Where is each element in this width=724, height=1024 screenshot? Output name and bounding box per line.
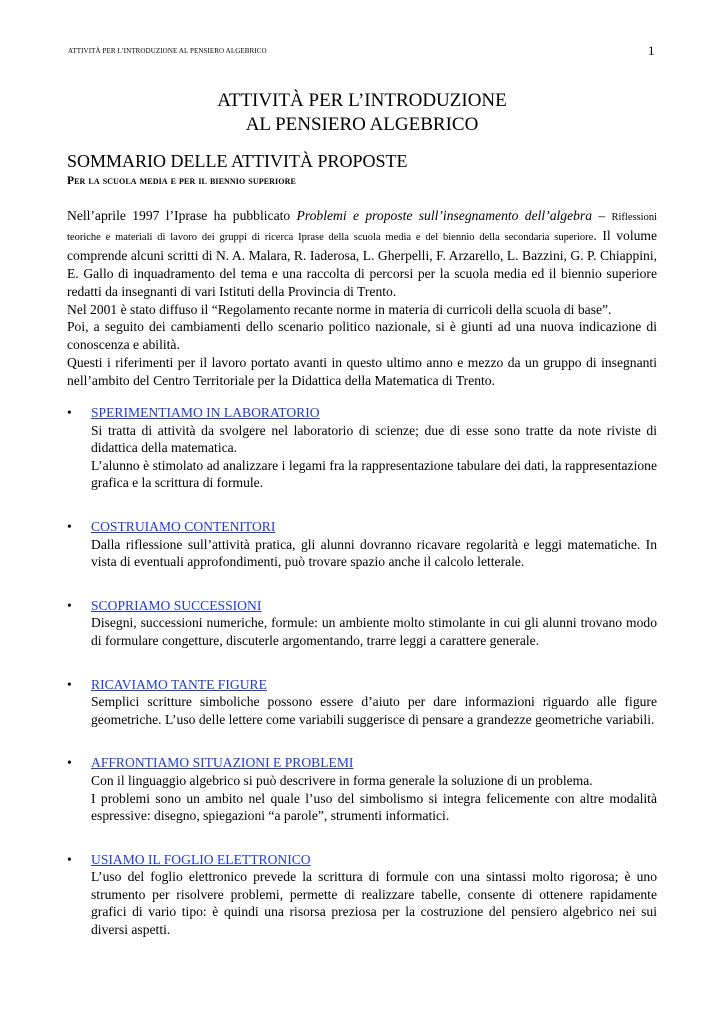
activity-item	[67, 676, 657, 729]
activity-item	[67, 404, 657, 492]
activity-link[interactable]: SCOPRIAMO SUCCESSIONI	[91, 597, 262, 613]
title-line-1: ATTIVITÀ PER L’INTRODUZIONE	[217, 90, 507, 111]
intro-p1-end: . Il volume comprende alcuni scritti di N. A. Malara, R. Iaderosa, L. Gherpelli, F. Arzarello, L. Bazzini, G. P. Chiappini, E. Gallo di inquadramento del tema e una raccolta di percorsi per la scuola media ed il biennio superiore redatti da insegnanti di vari Istituti della Provincia di Trento.	[67, 227, 658, 299]
intro-p1-dash: –	[592, 208, 612, 223]
activity-description: L’uso del foglio elettronico prevede la scrittura di formule con una sintassi molto rigorosa; è uno strumento per risolvere problemi, permette di realizzare tabelle, consente di ottenere rapidamente grafici di vario tipo: è quindi una risorsa preziosa per la costruzione del pensiero algebrico nei sui diversi aspetti.	[91, 869, 657, 938]
activity-description: Semplici scritture simboliche possono essere d’aiuto per dare informazioni riguardo alle figure geometriche. L’uso delle lettere come variabili suggerisce di pensare a grandezze geometriche variabili.	[91, 694, 657, 727]
book-subtitle: Riflessioni teoriche e materiali di lavoro dei gruppi di ricerca Iprase della scuola media e del biennio della secondaria superiore	[67, 212, 658, 243]
section-heading: SOMMARIO DELLE ATTIVITÀ PROPOSTE	[67, 151, 408, 171]
activity-link[interactable]: SPERIMENTIAMO IN LABORATORIO	[91, 405, 320, 420]
intro-paragraph-1	[67, 207, 657, 301]
bullet-icon: •	[67, 676, 72, 692]
document-title	[0, 89, 724, 137]
activity-link[interactable]: COSTRUIAMO CONTENITORI	[91, 518, 276, 534]
bullet-icon: •	[67, 518, 72, 534]
activity-description: Dalla riflessione sull’attività pratica, gli alunni dovranno ricavare regolarità e leggi matematiche. In vista di eventuali approfondimenti, può trovare spazio anche il calcolo letterale.	[91, 536, 657, 570]
intro-paragraph-3: Poi, a seguito dei cambiamenti dello scenario politico nazionale, si è giunti ad una nuova indicazione di conoscenza e abilità.	[67, 319, 657, 353]
activity-description: Con il linguaggio algebrico si può descrivere in forma generale la soluzione di un problema.	[91, 772, 593, 788]
bullet-icon: •	[67, 851, 72, 867]
activity-list	[67, 404, 657, 939]
activity-description: Si tratta di attività da svolgere nel laboratorio di scienze; due di esse sono tratte da note riviste di didattica della matematica.	[91, 422, 657, 456]
page-number: 1	[648, 43, 655, 58]
activity-link[interactable]: USIAMO IL FOGLIO ELETTRONICO	[91, 851, 311, 867]
intro-paragraph-4: Questi i riferimenti per il lavoro portato avanti in questo ultimo anno e mezzo da un gruppo di insegnanti nell’ambito del Centro Territoriale per la Didattica della Matematica di Trento.	[67, 355, 657, 389]
activity-description: Disegni, successioni numeriche, formule: un ambiente molto stimolante in cui gli alunni trovano modo di formulare congetture, discuterle argomentando, trarre leggi a carattere generale.	[91, 615, 657, 648]
intro-paragraph-2: Nel 2001 è stato diffuso il “Regolamento recante norme in materia di curricoli della scuola di base”.	[67, 301, 612, 317]
running-header: ATTIVITÀ PER L’INTRODUZIONE AL PENSIERO ALGEBRICO	[68, 47, 267, 55]
section-subheading: Per la scuola media e per il biennio superiore	[67, 175, 296, 187]
activity-link[interactable]: RICAVIAMO TANTE FIGURE	[91, 676, 267, 692]
bullet-icon: •	[67, 405, 72, 420]
activity-item	[67, 597, 657, 650]
title-line-2: AL PENSIERO ALGEBRICO	[245, 114, 479, 135]
bullet-icon: •	[67, 597, 72, 613]
intro-p1-start: Nell’aprile 1997 l’Iprase ha pubblicato	[67, 208, 297, 223]
activity-item	[67, 851, 657, 939]
activity-item	[67, 518, 657, 571]
book-title: Problemi e proposte sull’insegnamento dell’algebra	[296, 208, 592, 223]
intro-text	[67, 207, 657, 390]
activity-item	[67, 754, 657, 824]
activity-description: L’alunno è stimolato ad analizzare i legami fra la rappresentazione tabulare dei dati, la rappresentazione grafica e la scrittura di formule.	[91, 457, 657, 491]
activity-description: I problemi sono un ambito nel quale l’uso del simbolismo si integra felicemente con altre modalità espressive: disegno, spiegazioni “a parole”, strumenti informatici.	[91, 790, 657, 824]
activity-link[interactable]: AFFRONTIAMO SITUAZIONI E PROBLEMI	[91, 755, 354, 771]
bullet-icon: •	[67, 755, 72, 771]
